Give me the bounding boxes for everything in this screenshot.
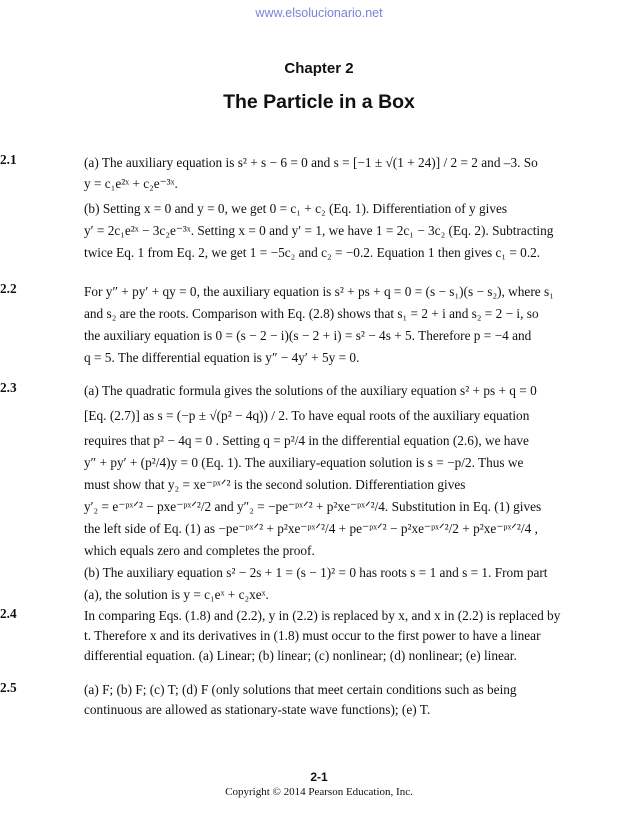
problem-line: differential equation. (a) Linear; (b) linear; (c) nonlinear; (d) nonlinear; (e) linear. — [84, 648, 517, 663]
problem-line: y″ + py′ + (p²/4)y = 0 (Eq. 1). The auxiliary-equation solution is s = −p/2. Thus we — [84, 455, 524, 470]
problem-line: [Eq. (2.7)] as s = (−p ± √(p² − 4q)) / 2. To have equal roots of the auxiliary equation — [84, 408, 530, 423]
problem-line: the auxiliary equation is 0 = (s − 2 − i)(s − 2 + i) = s² − 4s + 5. Therefore p = −4 and — [84, 328, 532, 343]
problem-line: (a), the solution is y = c₁eˣ + c₂xeˣ. — [84, 587, 269, 602]
copyright-notice: Copyright © 2014 Pearson Education, Inc. — [225, 786, 413, 798]
problem-number: 2.4 — [0, 606, 17, 621]
problem-number: 2.2 — [0, 281, 17, 296]
problem-line: continuous are allowed as stationary-state wave functions); (e) T. — [84, 702, 431, 717]
problem-line: (a) The quadratic formula gives the solutions of the auxiliary equation s² + ps + q = 0 — [84, 383, 537, 398]
problem-line: q = 5. The differential equation is y″ − 4y′ + 5y = 0. — [84, 350, 360, 365]
page-number: 2-1 — [310, 770, 328, 784]
problem-line: the left side of Eq. (1) as −pe⁻ᵖˣᐟ² + p²xe⁻ᵖˣᐟ²/4 + pe⁻ᵖˣᐟ² − p²xe⁻ᵖˣᐟ²/2 + p²xe⁻ᵖˣᐟ²/4 , — [84, 521, 538, 536]
problem-2-5 — [0, 680, 564, 720]
problem-line: must show that y₂ = xe⁻ᵖˣᐟ² is the second solution. Differentiation gives — [84, 477, 466, 492]
problem-line: In comparing Eqs. (1.8) and (2.2), y in (2.2) is replaced by x, and x in (2.2) is replaced by — [84, 608, 561, 623]
chapter-heading: Chapter 2 — [284, 60, 354, 77]
problem-number: 2.5 — [0, 680, 17, 695]
problem-line: (a) The auxiliary equation is s² + s − 6 = 0 and s = [−1 ± √(1 + 24)] / 2 = 2 and –3. So — [84, 155, 538, 170]
problem-2-3 — [0, 380, 564, 606]
problem-line: twice Eq. 1 from Eq. 2, we get 1 = −5c₂ and c₂ = −0.2. Equation 1 then gives c₁ = 0.2. — [84, 245, 541, 260]
problem-line: For y″ + py′ + qy = 0, the auxiliary equation is s² + ps + q = 0 = (s − s₁)(s − s₂), where s₁ — [84, 284, 554, 299]
watermark-url: www.elsolucionario.net — [255, 6, 383, 20]
problem-line: requires that p² − 4q = 0 . Setting q = p²/4 in the differential equation (2.6), we have — [84, 433, 529, 448]
problem-line: y′ = 2c₁e²ˣ − 3c₂e⁻³ˣ. Setting x = 0 and y′ = 1, we have 1 = 2c₁ − 3c₂ (Eq. 2). Subtracting — [84, 223, 554, 238]
problem-number: 2.1 — [0, 152, 17, 167]
problem-line: which equals zero and completes the proof. — [84, 543, 315, 558]
problem-line: t. Therefore x and its derivatives in (1.8) must occur to the first power to have a linear — [84, 628, 541, 643]
problem-line: (a) F; (b) F; (c) T; (d) F (only solutions that meet certain conditions such as being — [84, 682, 517, 697]
problem-line: y = c₁e²ˣ + c₂e⁻³ˣ. — [84, 176, 178, 191]
problem-2-4 — [0, 606, 564, 666]
problem-2-1 — [0, 152, 564, 264]
problem-2-2 — [0, 281, 564, 369]
page-title: The Particle in a Box — [223, 91, 415, 113]
problem-line: (b) The auxiliary equation s² − 2s + 1 = (s − 1)² = 0 has roots s = 1 and s = 1. From part — [84, 565, 548, 580]
problem-line: y′₂ = e⁻ᵖˣᐟ² − pxe⁻ᵖˣᐟ²/2 and y″₂ = −pe⁻ᵖˣᐟ² + p²xe⁻ᵖˣᐟ²/4. Substitution in Eq. (1) gives — [84, 499, 542, 514]
problem-number: 2.3 — [0, 380, 17, 395]
problem-line: (b) Setting x = 0 and y = 0, we get 0 = c₁ + c₂ (Eq. 1). Differentiation of y gives — [84, 201, 508, 216]
problem-line: and s₂ are the roots. Comparison with Eq. (2.8) shows that s₁ = 2 + i and s₂ = 2 − i, so — [84, 306, 539, 321]
